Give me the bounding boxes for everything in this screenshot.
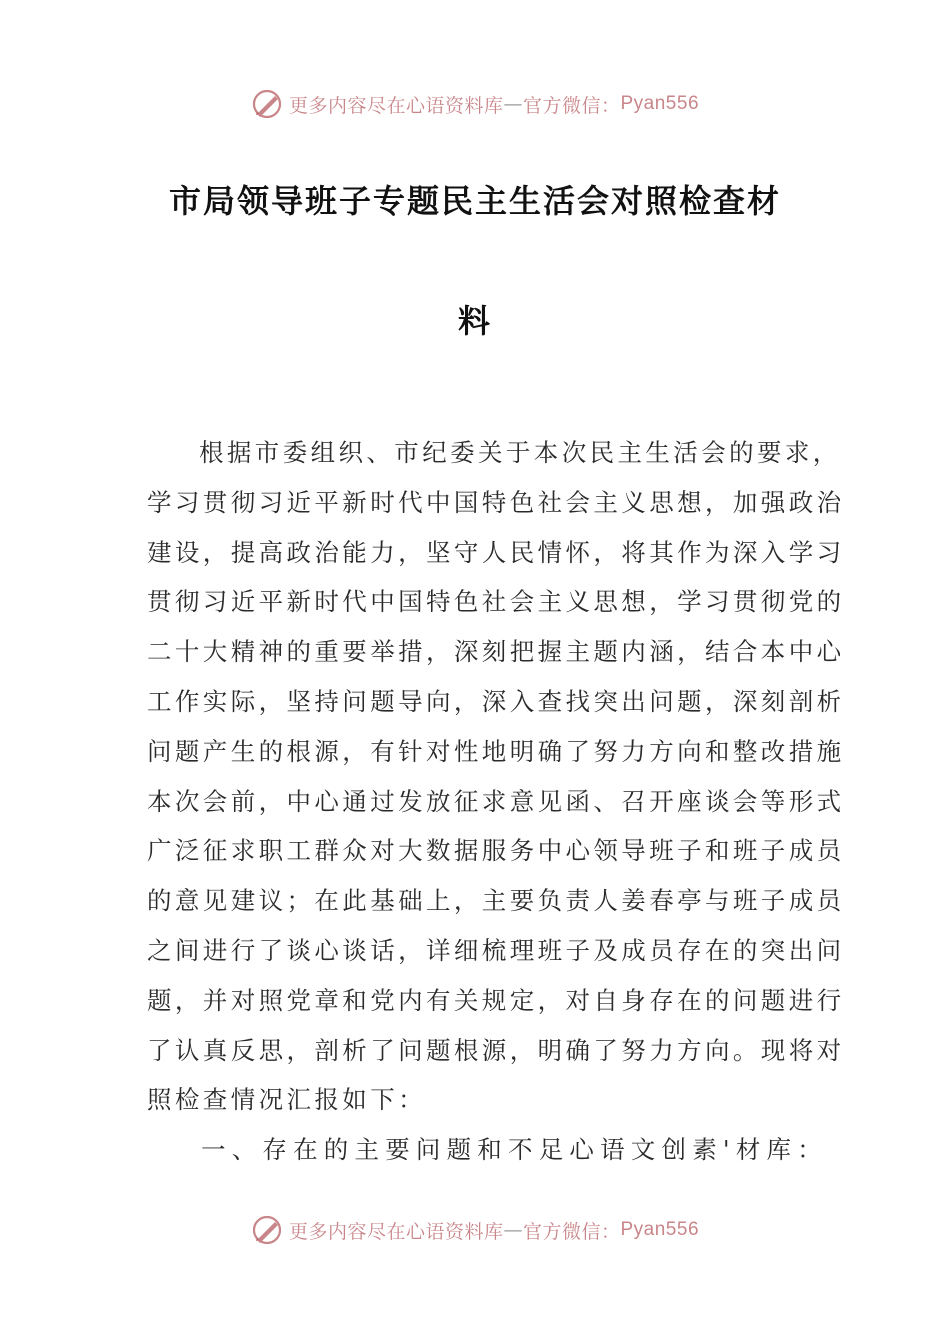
pen-logo-icon — [251, 88, 283, 120]
section-heading: 一、存在的主要问题和不足心语文创素'材库： — [201, 1135, 828, 1165]
body-line: 二十大精神的重要举措，深刻把握主题内涵，结合本中心 — [147, 637, 845, 667]
body-line: 工作实际，坚持问题导向，深入查找突出问题，深刻剖析 — [147, 686, 845, 716]
watermark-contact-label: 官方微信： — [522, 94, 621, 117]
watermark-contact-id: Pyan556 — [620, 1219, 700, 1240]
body-line: 的意见建议；在此基础上，主要负责人姜春亭与班子成员 — [147, 886, 845, 916]
body-line: 本次会前，中心通过发放征求意见函、召开座谈会等形式 — [147, 786, 845, 816]
document-title-line-1: 市局领导班子专题民主生活会对照检查材 — [168, 182, 781, 220]
pen-logo-icon — [251, 1214, 283, 1246]
body-line: 之间进行了谈心谈话，详细梳理班子及成员存在的突出问 — [147, 935, 845, 965]
body-line: 根据市委组织、市纪委关于本次民主生活会的要求， — [199, 438, 841, 467]
watermark-dash: — — [503, 1219, 523, 1241]
body-line: 问题产生的根源，有针对性地明确了努力方向和整改措施 — [147, 736, 845, 766]
watermark-brand: 更多内容尽在心语资料库 — [288, 1220, 504, 1243]
watermark-contact-label: 官方微信： — [522, 1220, 621, 1243]
watermark-brand: 更多内容尽在心语资料库 — [288, 94, 504, 117]
body-line: 学习贯彻习近平新时代中国特色社会主义思想，加强政治 — [147, 487, 845, 517]
watermark-header — [0, 84, 950, 124]
watermark-dash: — — [503, 93, 523, 115]
body-line: 广泛征求职工群众对大数据服务中心领导班子和班子成员 — [147, 836, 845, 866]
body-line: 贯彻习近平新时代中国特色社会主义思想，学习贯彻党的 — [147, 587, 845, 617]
body-line: 照检查情况汇报如下： — [147, 1085, 426, 1115]
body-line: 了认真反思，剖析了问题根源，明确了努力方向。现将对 — [147, 1035, 845, 1065]
watermark-contact-id: Pyan556 — [620, 93, 700, 114]
body-line: 建设，提高政治能力，坚守人民情怀，将其作为深入学习 — [147, 537, 845, 567]
document-title-line-2: 料 — [457, 302, 492, 340]
body-line: 题，并对照党章和党内有关规定，对自身存在的问题进行 — [147, 985, 845, 1015]
watermark-footer — [0, 1210, 950, 1250]
document-body — [147, 428, 845, 1175]
